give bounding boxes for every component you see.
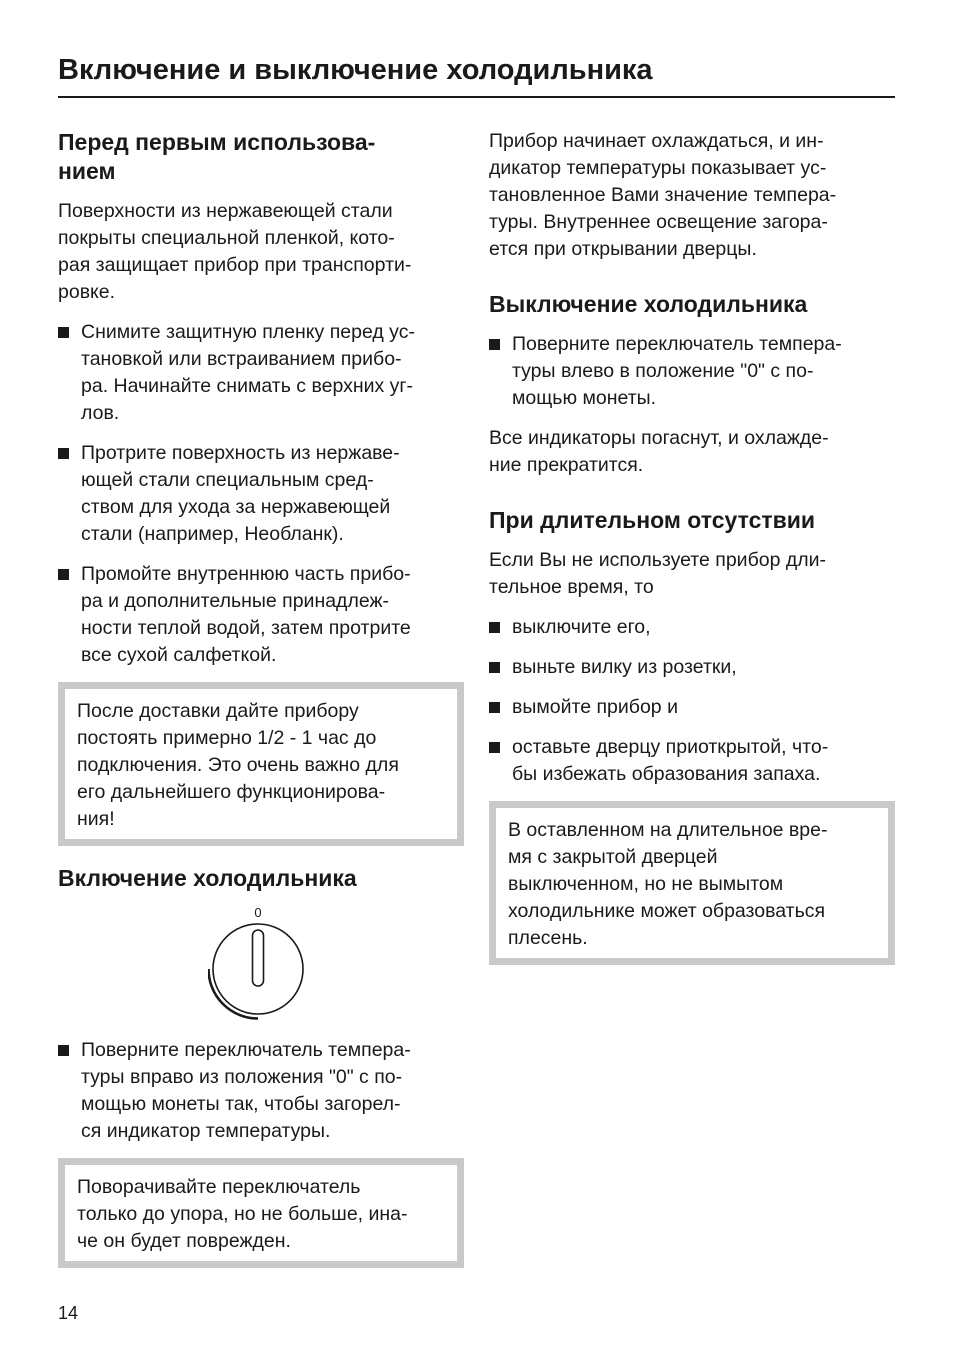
bullet-text: Поверните переключатель темпера- туры вправо из положения "0" с по- мощью монеты так, чтобы загорел- ся индикатор температуры. bbox=[81, 1039, 411, 1142]
dial-zero-label: 0 bbox=[254, 905, 262, 920]
heading-before-first-use: Перед первым использова- нием bbox=[58, 129, 376, 184]
bullet-square-icon bbox=[489, 702, 500, 713]
switch-on-bullets bbox=[58, 1037, 464, 1145]
list-item bbox=[58, 319, 464, 427]
bullet-square-icon bbox=[489, 742, 500, 753]
temperature-dial-illustration bbox=[208, 905, 312, 1021]
before-first-use-bullets bbox=[58, 319, 464, 669]
list-item bbox=[58, 440, 464, 548]
bullet-text: Промойте внутреннюю часть прибо- ра и дополнительные принадлеж- ности теплой водой, затем протрите все сухой салфеткой. bbox=[81, 563, 411, 666]
bullet-square-icon bbox=[489, 662, 500, 673]
page-number: 14 bbox=[58, 1303, 79, 1323]
bullet-square-icon bbox=[58, 448, 69, 459]
bullet-text: оставьте дверцу приоткрытой, что- бы избежать образования запаха. bbox=[512, 736, 829, 785]
heading-long-absence: При длительном отсутствии bbox=[489, 507, 816, 533]
bullet-square-icon bbox=[489, 622, 500, 633]
left-column bbox=[58, 128, 464, 1286]
list-item bbox=[489, 694, 895, 721]
note-mold-warning: В оставленном на длительное вре- мя с закрытой дверцей выключенном, но не вымытом холодильнике может образоваться плесень. bbox=[489, 801, 895, 965]
bullet-text: вымойте прибор и bbox=[512, 696, 678, 718]
heading-switch-off: Выключение холодильника bbox=[489, 291, 808, 317]
bullet-square-icon bbox=[58, 569, 69, 580]
temperature-dial-icon bbox=[208, 905, 312, 1021]
note-after-delivery: После доставки дайте прибору постоять примерно 1/2 - 1 час до подключения. Это очень важно для его дальнейшего функционирова- ния! bbox=[58, 682, 464, 846]
list-item bbox=[489, 331, 895, 412]
bullet-square-icon bbox=[58, 327, 69, 338]
bullet-square-icon bbox=[58, 1045, 69, 1056]
note-turn-limit: Поворачивайте переключатель только до упора, но не больше, ина- че он будет поврежден. bbox=[58, 1158, 464, 1268]
list-item bbox=[489, 654, 895, 681]
bullet-text: Поверните переключатель темпера- туры влево в положение "0" с по- мощью монеты. bbox=[512, 333, 842, 409]
page-title: Включение и выключение холодильника bbox=[58, 50, 895, 98]
switch-off-bullets bbox=[489, 331, 895, 412]
long-absence-bullets bbox=[489, 614, 895, 788]
bullet-text: выньте вилку из розетки, bbox=[512, 656, 737, 678]
cooling-start-text: Прибор начинает охлаждаться, и ин- дикатор температуры показывает ус- тановленное Вами значение темпера- туры. Внутреннее освещение загора- ется при открывании дверцы. bbox=[489, 130, 837, 260]
list-item bbox=[489, 734, 895, 788]
bullet-text: выключите его, bbox=[512, 616, 651, 638]
long-absence-intro: Если Вы не используете прибор дли- тельное время, то bbox=[489, 549, 826, 598]
dial-slot bbox=[253, 930, 264, 986]
list-item bbox=[58, 1037, 464, 1145]
right-column bbox=[489, 128, 895, 983]
bullet-text: Протрите поверхность из нержаве- ющей стали специальным сред- ством для ухода за нержавеющей стали (например, Необланк). bbox=[81, 442, 400, 545]
bullet-square-icon bbox=[489, 339, 500, 350]
list-item bbox=[489, 614, 895, 641]
list-item bbox=[58, 561, 464, 669]
switch-off-result-text: Все индикаторы погаснут, и охлажде- ние прекратится. bbox=[489, 427, 829, 476]
bullet-text: Снимите защитную пленку перед ус- тановкой или встраиванием прибо- ра. Начинайте снимать с верхних уг- лов. bbox=[81, 321, 415, 424]
before-first-use-intro: Поверхности из нержавеющей стали покрыты специальной пленкой, кото- рая защищает прибор при транспорти- ровке. bbox=[58, 200, 412, 303]
heading-switch-on: Включение холодильника bbox=[58, 865, 357, 891]
